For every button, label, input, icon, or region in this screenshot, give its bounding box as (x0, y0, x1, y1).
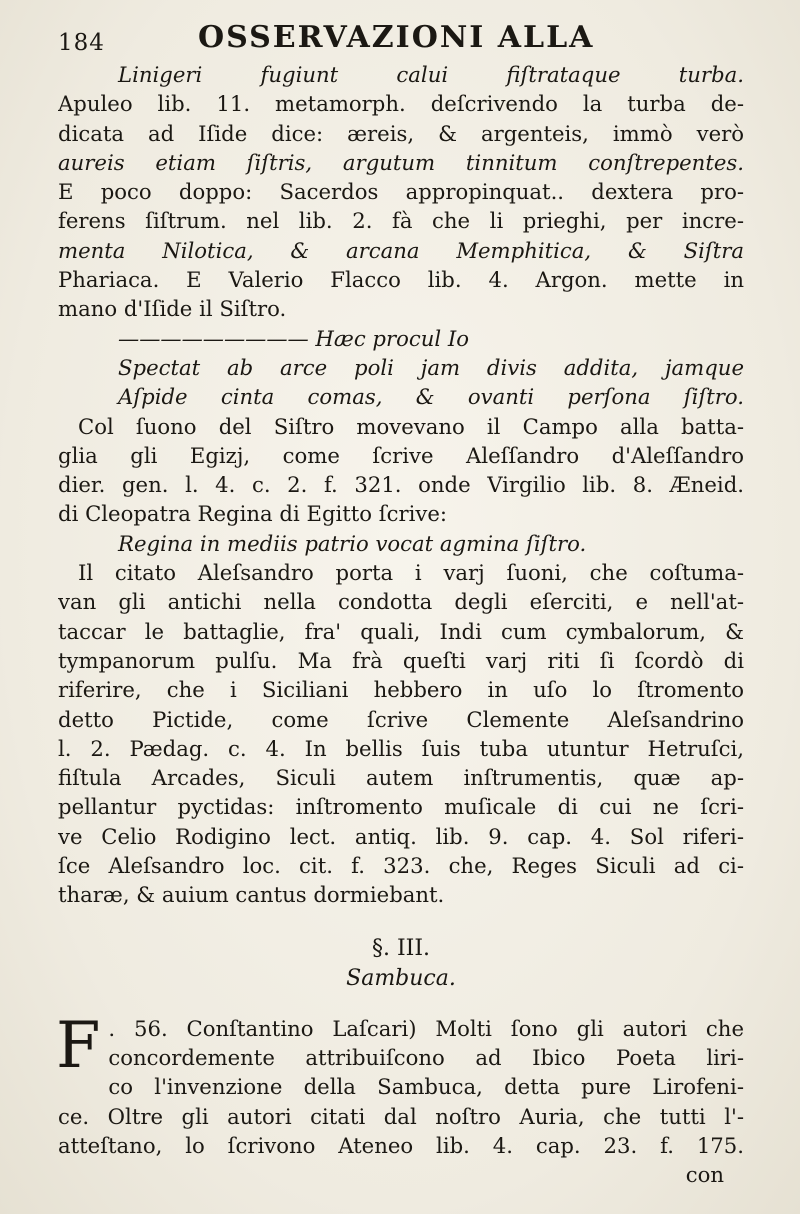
section-number: §. III. (371, 935, 431, 961)
text-line: van gli antichi nella condotta degli eſerciti, e nell'at- (58, 589, 744, 615)
text-line: ————————— Hæc procul Io (118, 325, 470, 351)
text-line: Regina in mediis patrio vocat agmina ſiſtro. (118, 530, 587, 556)
text-line: E poco doppo: Sacerdos appropinquat.. dextera pro- (58, 179, 744, 205)
text-line: mano d'Iſide il Siſtro. (58, 296, 287, 322)
page-header (58, 16, 744, 60)
text-line: ve Celio Rodigino lect. antiq. lib. 9. cap. 4. Sol riferi- (58, 823, 744, 849)
text-line: detto Pictide, come ſcrive Clemente Aleſsandrino (58, 706, 744, 732)
text-line: fiſtula Arcades, Siculi autem inſtrumentis, quæ ap- (58, 765, 744, 791)
section-title: Sambuca. (346, 965, 456, 991)
text-line: Linigeri fugiunt calui fiſtrataque turba. (118, 62, 744, 87)
text-line: riferire, che i Siciliani hebbero in uſo lo ſtromento (58, 677, 744, 703)
page-number: 184 (58, 30, 105, 56)
text-line: menta Nilotica, & arcana Memphitica, & Siſtra (58, 237, 744, 263)
text-line: Il citato Aleſsandro porta i varj ſuoni, che coſtuma- (78, 560, 744, 586)
text-line: tharæ, & auium cantus dormiebant. (58, 882, 445, 908)
text-line: concordemente attribuiſcono ad Ibico Poeta liri- (108, 1044, 744, 1070)
text-line: taccar le battaglie, fra' quali, Indi cum cymbalorum, & (58, 618, 744, 644)
text-line: ce. Oltre gli autori citati dal noſtro Auria, che tutti l'- (58, 1103, 744, 1129)
text-line: Aſpide cinta comas, & ovanti perſona ſiſtro. (118, 384, 744, 410)
text-line: atteſtano, lo ſcrivono Ateneo lib. 4. cap. 23. f. 175. (58, 1132, 744, 1158)
text-line: Spectat ab arce poli jam divis addita, jamque (118, 354, 744, 380)
text-line: aureis etiam ſiſtris, argutum tinnitum conſtrepentes. (58, 149, 744, 175)
text-line: tympanorum pulſu. Ma frà queſti varj riti ſi ſcordò di (58, 647, 744, 673)
paragraph-lines (56, 1008, 744, 1160)
text-line: glia gli Egizj, come ſcrive Aleſſandro d'Aleſſandro (58, 442, 744, 468)
text-line: dicata ad Iſide dice: æreis, & argenteis, immò verò (58, 120, 744, 146)
body-text (58, 60, 744, 910)
text-line: pellantur pyctidas: inſtromento muſicale di cui ne ſcri- (58, 794, 744, 820)
text-line: Col ſuono del Siſtro movevano il Campo alla batta- (78, 413, 744, 439)
paragraph-sambuca (56, 1008, 744, 1160)
text-line: . 56. Conſtantino Laſcari) Molti ſono gli autori che (108, 1015, 744, 1041)
text-line: ſce Aleſsandro loc. cit. f. 323. che, Reges Siculi ad ci- (58, 853, 744, 879)
catchword: con (685, 1162, 724, 1188)
running-head: OSSERVAZIONI ALLA (198, 20, 595, 55)
text-line: ferens ſiſtrum. nel lib. 2. fà che li prieghi, per incre- (58, 208, 744, 234)
text-line: co l'invenzione della Sambuca, detta pure Lirofeni- (108, 1074, 744, 1100)
text-line: l. 2. Pædag. c. 4. In bellis ſuis tuba utuntur Hetruſci, (58, 735, 744, 761)
text-line: di Cleopatra Regina di Egitto ſcrive: (58, 501, 448, 527)
text-line: dier. gen. l. 4. c. 2. f. 321. onde Virgilio lib. 8. Æneid. (58, 472, 744, 498)
text-line: Phariaca. E Valerio Flacco lib. 4. Argon. mette in (58, 267, 744, 293)
drop-cap: F (56, 1008, 101, 1083)
text-line: Apuleo lib. 11. metamorph. deſcrivendo la turba de- (58, 91, 744, 117)
